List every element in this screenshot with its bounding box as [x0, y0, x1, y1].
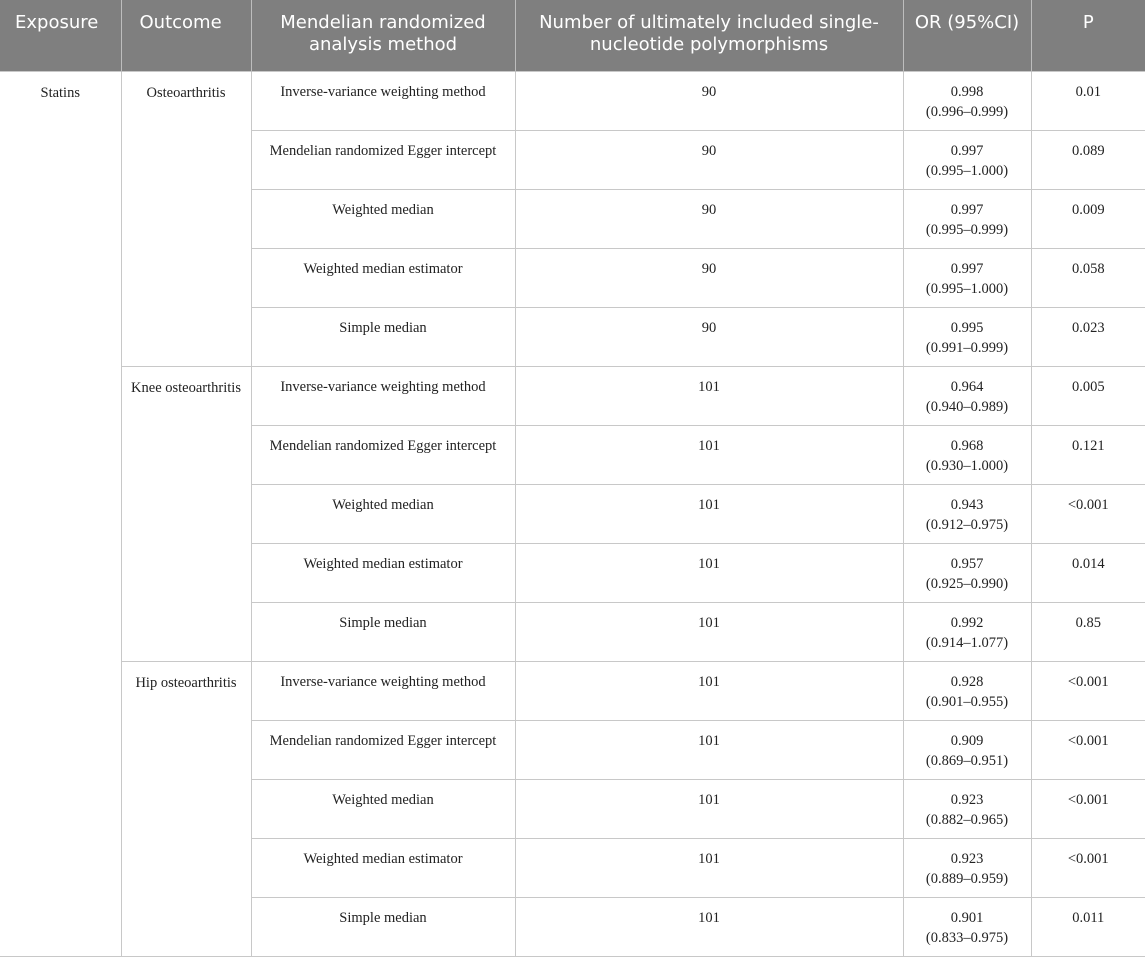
snp-count-cell: 101	[515, 838, 903, 897]
snp-count-cell: 90	[515, 71, 903, 130]
outcome-cell: Knee osteoarthritis	[121, 366, 251, 661]
method-cell: Simple median	[251, 307, 515, 366]
table-body	[0, 71, 1145, 956]
p-value-cell: 0.058	[1031, 248, 1145, 307]
ci-value: (0.869–0.951)	[925, 752, 1009, 769]
table-row	[0, 661, 1145, 720]
or-value: 0.992	[950, 614, 984, 631]
p-value-cell: <0.001	[1031, 838, 1145, 897]
snp-count-cell: 90	[515, 130, 903, 189]
method-cell: Mendelian randomized Egger intercept	[251, 425, 515, 484]
or-ci-cell	[903, 543, 1031, 602]
header-method: Mendelian randomized analysis method	[251, 0, 515, 71]
p-value-cell: 0.85	[1031, 602, 1145, 661]
or-value: 0.957	[950, 555, 984, 572]
outcome-cell: Hip osteoarthritis	[121, 661, 251, 956]
or-ci-cell	[903, 189, 1031, 248]
snp-count-cell: 90	[515, 307, 903, 366]
snp-count-cell: 101	[515, 425, 903, 484]
or-ci-cell	[903, 366, 1031, 425]
or-value: 0.968	[950, 437, 984, 454]
or-value: 0.995	[950, 319, 984, 336]
snp-count-cell: 101	[515, 661, 903, 720]
or-ci-cell	[903, 779, 1031, 838]
or-value: 0.964	[950, 378, 984, 395]
p-value-cell: 0.014	[1031, 543, 1145, 602]
or-ci-cell	[903, 720, 1031, 779]
method-cell: Weighted median	[251, 779, 515, 838]
method-cell: Inverse-variance weighting method	[251, 661, 515, 720]
ci-value: (0.901–0.955)	[925, 693, 1009, 710]
method-cell: Weighted median estimator	[251, 248, 515, 307]
p-value-cell: 0.009	[1031, 189, 1145, 248]
ci-value: (0.991–0.999)	[925, 339, 1009, 356]
or-value: 0.909	[950, 732, 984, 749]
or-value: 0.997	[950, 260, 984, 277]
ci-value: (0.995–1.000)	[925, 162, 1009, 179]
snp-count-cell: 101	[515, 366, 903, 425]
or-ci-cell	[903, 248, 1031, 307]
header-snp-count: Number of ultimately included single-nucleotide polymorphisms	[515, 0, 903, 71]
snp-count-cell: 101	[515, 484, 903, 543]
table-row	[0, 71, 1145, 130]
method-cell: Weighted median estimator	[251, 838, 515, 897]
p-value-cell: 0.121	[1031, 425, 1145, 484]
or-value: 0.943	[950, 496, 984, 513]
or-ci-cell	[903, 71, 1031, 130]
method-cell: Weighted median estimator	[251, 543, 515, 602]
method-cell: Inverse-variance weighting method	[251, 366, 515, 425]
ci-value: (0.940–0.989)	[925, 398, 1009, 415]
snp-count-cell: 101	[515, 897, 903, 956]
or-ci-cell	[903, 130, 1031, 189]
or-value: 0.923	[950, 850, 984, 867]
or-ci-cell	[903, 425, 1031, 484]
header-exposure: Exposure	[0, 0, 121, 71]
header-outcome: Outcome	[121, 0, 251, 71]
ci-value: (0.833–0.975)	[925, 929, 1009, 946]
or-ci-cell	[903, 484, 1031, 543]
method-cell: Simple median	[251, 897, 515, 956]
method-cell: Simple median	[251, 602, 515, 661]
snp-count-cell: 101	[515, 543, 903, 602]
or-ci-cell	[903, 897, 1031, 956]
outcome-cell: Osteoarthritis	[121, 71, 251, 366]
snp-count-cell: 90	[515, 248, 903, 307]
method-cell: Weighted median	[251, 189, 515, 248]
or-value: 0.997	[950, 201, 984, 218]
ci-value: (0.925–0.990)	[925, 575, 1009, 592]
method-cell: Inverse-variance weighting method	[251, 71, 515, 130]
ci-value: (0.930–1.000)	[925, 457, 1009, 474]
p-value-cell: 0.011	[1031, 897, 1145, 956]
or-ci-cell	[903, 307, 1031, 366]
ci-value: (0.995–1.000)	[925, 280, 1009, 297]
p-value-cell: <0.001	[1031, 779, 1145, 838]
ci-value: (0.882–0.965)	[925, 811, 1009, 828]
exposure-cell: Statins	[0, 71, 121, 956]
p-value-cell: 0.005	[1031, 366, 1145, 425]
snp-count-cell: 101	[515, 779, 903, 838]
method-cell: Mendelian randomized Egger intercept	[251, 130, 515, 189]
p-value-cell: <0.001	[1031, 720, 1145, 779]
ci-value: (0.912–0.975)	[925, 516, 1009, 533]
or-value: 0.998	[950, 83, 984, 100]
ci-value: (0.995–0.999)	[925, 221, 1009, 238]
p-value-cell: 0.01	[1031, 71, 1145, 130]
method-cell: Mendelian randomized Egger intercept	[251, 720, 515, 779]
or-value: 0.997	[950, 142, 984, 159]
or-value: 0.928	[950, 673, 984, 690]
table-header	[0, 0, 1145, 71]
ci-value: (0.914–1.077)	[925, 634, 1009, 651]
or-ci-cell	[903, 602, 1031, 661]
or-value: 0.901	[950, 909, 984, 926]
p-value-cell: 0.023	[1031, 307, 1145, 366]
snp-count-cell: 90	[515, 189, 903, 248]
p-value-cell: <0.001	[1031, 661, 1145, 720]
or-value: 0.923	[950, 791, 984, 808]
ci-value: (0.889–0.959)	[925, 870, 1009, 887]
snp-count-cell: 101	[515, 720, 903, 779]
p-value-cell: 0.089	[1031, 130, 1145, 189]
table-row	[0, 366, 1145, 425]
header-p-value: P	[1031, 0, 1145, 71]
method-cell: Weighted median	[251, 484, 515, 543]
or-ci-cell	[903, 838, 1031, 897]
ci-value: (0.996–0.999)	[925, 103, 1009, 120]
snp-count-cell: 101	[515, 602, 903, 661]
or-ci-cell	[903, 661, 1031, 720]
p-value-cell: <0.001	[1031, 484, 1145, 543]
header-or-ci: OR (95%CI)	[903, 0, 1031, 71]
